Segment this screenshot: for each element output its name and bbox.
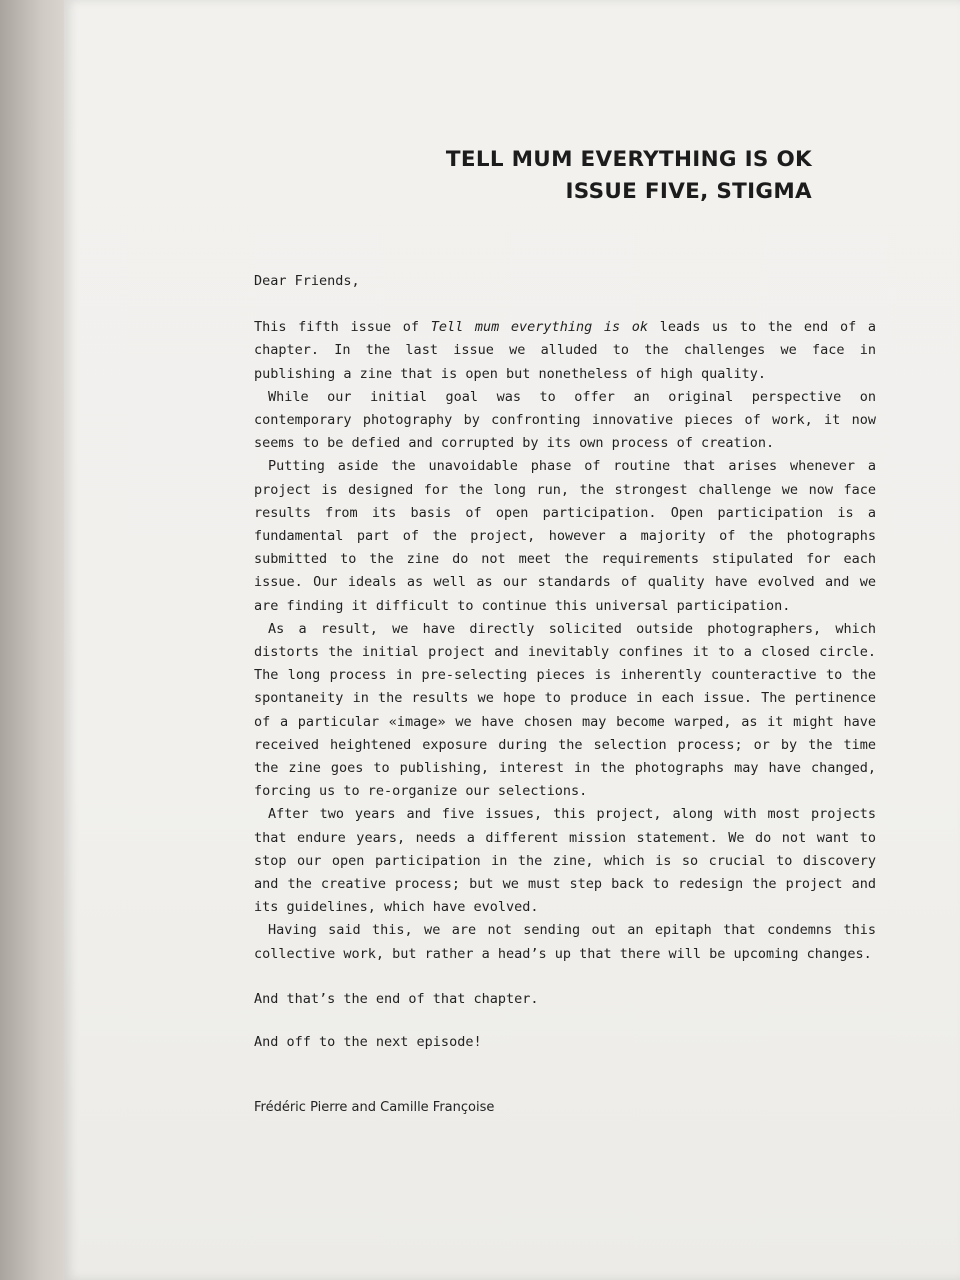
signature: Frédéric Pierre and Camille Françoise [254, 1100, 495, 1116]
paragraph-2: While our initial goal was to offer an original perspective on contemporary photography by confronting innovative pieces of work, it now seems to be defied and corrupted by its own process of creation. [254, 388, 876, 452]
title-block [446, 144, 812, 208]
book-page [64, 0, 960, 1280]
zine-name-italic: Tell mum everything is ok [430, 319, 649, 336]
closing-line-1: And that’s the end of that chapter. [254, 990, 539, 1007]
paragraph-6: Having said this, we are not sending out an epitaph that condemns this collective work, but rather a head’s up that there will be upcoming changes. [254, 922, 876, 962]
paragraph-1-rest: leads us to the end of a chapter. In the last issue we alluded to the challenges we face in publishing a zine that is open but nonetheless of high quality. [254, 319, 876, 382]
editorial-letter [254, 270, 876, 1120]
paragraph-4: As a result, we have directly solicited outside photographers, which distorts the initial project and inevitably confines it to a closed circle. The long process in pre-selecting pieces is inherently counteractive to the spontaneity in the results we hope to produce in each issue. The pertinence of a particular «image» we have chosen may become warped, as it might have received heightened exposure during the selection process; or by the time the zine goes to publishing, interest in the photographs may have changed, forcing us to re-organize our selections. [254, 620, 876, 800]
book-spine-edge [0, 0, 70, 1280]
closing-line-2: And off to the next episode! [254, 1034, 482, 1051]
zine-title: TELL MUM EVERYTHING IS OK [445, 147, 812, 172]
paragraph-1-lead: This fifth issue of [254, 319, 431, 336]
paragraph-3: Putting aside the unavoidable phase of routine that arises whenever a project is designed for the long run, the strongest challenge we now face results from its basis of open participation. Open participation is a fundamental part of the project, however a majority of the photographs submitted to the zine do not meet the requirements stipulated for each issue. Our ideals as well as our standards of quality have evolved and we are finding it difficult to continue this universal participation. [254, 458, 876, 614]
issue-title: ISSUE FIVE, STIGMA [565, 179, 812, 204]
salutation: Dear Friends, [254, 273, 360, 289]
paragraph-1 [254, 316, 876, 386]
paragraph-5: After two years and five issues, this project, along with most projects that endure years, needs a different mission statement. We do not want to stop our open participation in the zine, which is so crucial to discovery and the creative process; but we must step back to redesign the project and its guidelines, which have evolved. [254, 806, 876, 916]
